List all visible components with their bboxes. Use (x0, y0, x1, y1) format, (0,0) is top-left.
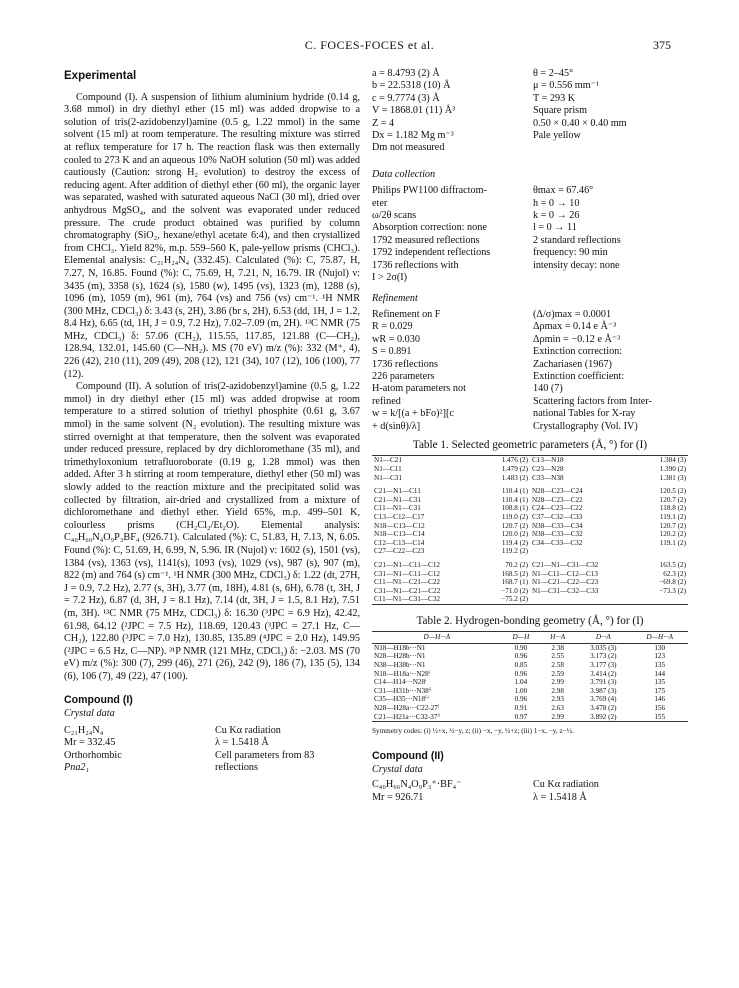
value-cell: 110.4 (1) (501, 495, 528, 504)
atom-cell: C21—N1—C11 (374, 487, 421, 496)
table-cell: 3.791 (3) (590, 678, 617, 687)
atom-cell: N1—C11—C12—C13 (531, 569, 599, 578)
c2-cell: C₄₀H₆₆N₄O₉P₃⁺·BF₄⁻ (372, 779, 462, 791)
refinement-item: (Δ/σ)max = 0.0001 (533, 308, 612, 320)
value-cell: 120.7 (2) (659, 521, 686, 530)
refinement-item: Zachariasen (1967) (533, 358, 612, 370)
atom-cell: N38—C33—C34 (531, 521, 583, 530)
column-header: D···A (575, 632, 631, 644)
table-cell: 135 (654, 678, 666, 687)
table-row (372, 695, 688, 704)
table-row (372, 522, 688, 531)
table-cell: N28—H28b···N1 (374, 652, 426, 661)
hbond-table (372, 631, 688, 722)
table-cell: 2.58 (551, 661, 564, 670)
running-title: C. FOCES-FOCES et al. (304, 38, 435, 52)
atom-cell: C21—N1—C11—C12 (374, 560, 441, 569)
cell-item: μ = 0.556 mm⁻¹ (533, 80, 600, 92)
table-cell: 2.59 (551, 669, 564, 678)
atom-cell: C11—N1—C31 (374, 504, 421, 513)
atom-cell: N1—C11 (374, 464, 402, 473)
table-row (372, 678, 688, 687)
experimental-heading: Experimental (64, 70, 137, 82)
atom-cell (530, 547, 640, 556)
data-collection-item: I > 2σ(I) (372, 272, 407, 284)
table-cell: 3.177 (3) (590, 661, 617, 670)
table-cell: 3.987 (3) (590, 686, 617, 695)
atom-cell: C11—N1—C31—C32 (374, 595, 441, 604)
refinement-item: H-atom parameters not (372, 383, 466, 395)
cell-item: a = 8.4793 (2) Å (372, 68, 440, 79)
data-collection-label: Data collection (372, 168, 436, 180)
atom-cell: N1—C31—C32—C33 (531, 586, 599, 595)
atom-cell: C37—C32—C33 (531, 512, 583, 521)
data-collection-item: 2 standard reflections (533, 234, 621, 246)
cell-item: b = 22.5318 (10) Å (372, 80, 451, 92)
table-row (372, 595, 688, 604)
table-cell: 2.38 (551, 643, 564, 652)
value-cell: −73.3 (2) (659, 586, 686, 595)
value-cell (640, 595, 688, 604)
atom-cell: C31—N1—C11—C12 (374, 569, 441, 578)
table-cell: C35—H35···N18ⁱⁱⁱ (374, 695, 429, 704)
table-row (372, 465, 688, 474)
table-cell: 0.85 (514, 661, 528, 670)
cell-item: c = 9.7774 (3) Å (372, 92, 440, 104)
value-cell: 119.1 (2) (659, 512, 686, 521)
value-cell: 1.384 (3) (659, 456, 686, 465)
crystal-cell: reflections (215, 762, 258, 774)
c2-cell: Cu Kα radiation (533, 779, 599, 791)
refinement-item: 1736 reflections (372, 358, 438, 370)
value-cell: 108.8 (1) (501, 504, 528, 513)
value-cell: 1.390 (2) (659, 464, 686, 473)
data-collection-item: Philips PW1100 diffractom- (372, 185, 487, 197)
table-row (372, 587, 688, 596)
table-cell: 0.96 (514, 652, 528, 661)
table-cell: 0.97 (502, 713, 540, 722)
table-row (372, 487, 688, 496)
value-cell: −75.2 (2) (501, 595, 528, 604)
crystal-cell: Orthorhombic (64, 749, 122, 761)
value-cell: 1.479 (2) (501, 464, 528, 473)
atom-cell (530, 595, 640, 604)
table-cell: 2.93 (551, 695, 564, 704)
atom-cell: C24—C23—C22 (531, 504, 583, 513)
table-row (372, 643, 688, 652)
table-row (372, 670, 688, 679)
atom-cell: N18—C13—C14 (374, 530, 425, 539)
crystal-cell: C₂₁H₂₄N₄ (64, 724, 104, 736)
compound-2-paragraph: Compound (II). A solution of tris(2-azidobenzyl)amine (0.5 g, 1.22 mmol) in dry diethyl ether (15 ml) was added dropwise at room temperature to a stirred solution of triethyl phosphite (0.61 g, 3.67 mmol) in the same solvent (N₂ evolution). The resulting mixture was stirred overnight at that temperature, then the solvent was evaporated under reduced pressure, replaced by dry dichloromethane (35 ml), and trimethyloxonium tetrafluoroborate (0.19 g, 1.28 mmol) was then added. After 3 h stirring at room temperature, diethyl ether (50 ml) was slowly added to the reaction mixture and the precipitated solid was collected by filtration, air-dried and crystallized from a mixture of dichloromethane and diethyl ether. Yield 65%, m.p. 499–501 K, colourless prisms (CH₂Cl₂/Et₂O). Elemental analysis: C₄₀H₆₀N₄O₉P₃BF₄ (926.71). Calculated (%): C, 51.83, H, 7.13, N, 6.05. Found (%): C, 51.69, H, 6.99, N, 5.96. IR (Nujol) ν: 1602 (s), 1501 (vs), 1384 (vs), 1363 (vs), 1141(s), 1093 (vs), 1029 (vs), 987 (s), 907 (m), 822 (m) and 764 (s) cm⁻¹. ¹H NMR (300 MHz, CDCl₃) δ: 1.22 (dt, 27H, J = 0.9, 7.2 Hz), 2.77 (s, 3H), 3.77 (m, 18H), 4.81 (s, 6H), 6.78 (t, 3H, J = 7.2 Hz), 6.87 (d, 3H, J = 8.1 Hz), 7.14 (dt, 3H, J = 1.5, 8.1 Hz), 7.51 (m, 3H). ¹³C NMR (75 MHz, CDCl₃) δ: 16.30 (³JPC = 6.9 Hz), 42.42, 61.98, 64.12 (²JPC = 7.5 Hz), 118.69, 120.43 (³JPC = 27.1 Hz, C—CH₂), 122.80 (³JPC = 7.0 Hz), 130.85, 135.89 (⁴JPC = 2.0 Hz), 149.95 (²JPC = 6.5 Hz, C—NP). ³¹P NMR (121 MHz, CDCl₃) δ: −2.03. MS (70 eV) m/z (%): 300 (7), 299 (46), 271 (26), 242 (9), 186 (7), 135 (5), 134 (6), 106 (7), 49 (22), 47 (100). (64, 381, 360, 682)
data-collection-item: Absorption correction: none (372, 222, 487, 234)
table-row (372, 547, 688, 556)
symmetry-codes: Symmetry codes: (i) ½+x, ½−y, z; (ii) −x, −y, ½+z; (iii) 1−x, −y, z−½. (372, 727, 574, 736)
atom-cell: N18—C13—C12 (374, 521, 425, 530)
crystal-data-label: Crystal data (64, 708, 115, 720)
table-cell: 0.96 (514, 695, 528, 704)
table-row (372, 652, 688, 661)
crystal-cell: Mr = 332.45 (64, 737, 116, 749)
data-collection-item: l = 0 → 11 (533, 222, 577, 234)
refinement-item: S = 0.891 (372, 346, 412, 358)
data-collection-grid (372, 185, 688, 284)
table-cell: N18—H18b···N1 (374, 643, 426, 652)
column-header: D—H (502, 632, 540, 644)
geometry-table (372, 455, 688, 605)
value-cell: 70.2 (2) (505, 560, 528, 569)
table-row (372, 530, 688, 539)
table-row (372, 539, 688, 548)
cell-item: Square prism (533, 105, 588, 117)
atom-cell: N1—C21 (374, 456, 402, 465)
data-collection-item: θmax = 67.46° (533, 185, 594, 197)
page-header (0, 38, 739, 58)
cell-item: Dx = 1.182 Mg m⁻³ (372, 130, 454, 142)
table-cell: 3.035 (3) (590, 643, 617, 652)
table-row (372, 561, 688, 570)
value-cell: 120.5 (2) (659, 487, 686, 496)
left-column (64, 70, 360, 775)
value-cell: 163.5 (2) (659, 560, 686, 569)
refinement-item: 226 parameters (372, 370, 435, 382)
table-row (372, 456, 688, 465)
value-cell: 120.7 (2) (659, 495, 686, 504)
crystal-data-label-2: Crystal data (372, 764, 423, 776)
column-header: H···A (540, 632, 575, 644)
refinement-item: Crystallography (Vol. IV) (533, 420, 638, 432)
data-collection-item: 1792 independent reflections (372, 247, 491, 259)
table-cell: 3.892 (2) (575, 713, 631, 722)
table-cell: N18—H18a···N28ⁱ (374, 669, 430, 678)
data-collection-item: k = 0 → 26 (533, 210, 580, 222)
compound-2-grid (372, 779, 688, 804)
value-cell: 1.381 (3) (659, 473, 686, 482)
table-cell: 1.00 (514, 686, 528, 695)
refinement-item: + d(sinθ)/λ] (372, 420, 421, 432)
atom-cell: C21—N1—C31 (374, 495, 422, 504)
cell-item (533, 142, 688, 154)
refinement-item: wR = 0.030 (372, 333, 420, 345)
table-row (372, 513, 688, 522)
atom-cell: C13—N18 (531, 456, 564, 465)
atom-cell: C11—N1—C21—C22 (374, 578, 441, 587)
value-cell: 119.4 (2) (501, 538, 528, 547)
compound-2-heading: Compound (II) (372, 749, 444, 762)
atom-cell: C13—C12—C17 (374, 512, 425, 521)
data-collection-item: h = 0 → 10 (533, 197, 580, 209)
value-cell: 1.483 (2) (501, 473, 528, 482)
atom-cell: C33—N38 (531, 473, 564, 482)
table-row (372, 474, 688, 483)
value-cell: −69.8 (2) (659, 578, 686, 587)
table-cell: 3.769 (4) (590, 695, 617, 704)
column-header: D—H···A (631, 632, 688, 644)
refinement-label: Refinement (372, 292, 418, 304)
table-2-caption: Table 2. Hydrogen-bonding geometry (Å, °) for (I) (416, 614, 644, 627)
atom-cell: N1—C31 (374, 473, 402, 482)
c2-cell: λ = 1.5418 Å (533, 791, 587, 803)
table-1-caption: Table 1. Selected geometric parameters (Å, °) for (I) (412, 438, 648, 451)
value-cell (640, 547, 688, 556)
atom-cell: C21—N1—C31—C32 (531, 560, 599, 569)
value-cell: 119.0 (2) (501, 512, 528, 521)
refinement-item: Δρmin = −0.12 e Å⁻³ (533, 333, 621, 345)
refinement-item: Δρmax = 0.14 e Å⁻³ (533, 321, 617, 333)
table-cell: 2.55 (551, 652, 564, 661)
page-number: 375 (653, 38, 671, 52)
table-row (372, 704, 688, 713)
table-row (372, 504, 688, 513)
table-cell: 0.96 (514, 669, 528, 678)
c2-cell: Mr = 926.71 (372, 791, 424, 803)
atom-cell: C27—C22—C23 (374, 547, 425, 556)
atom-cell: C31—N1—C21—C22 (374, 586, 441, 595)
table-cell: 156 (654, 704, 666, 713)
table-cell: 2.63 (551, 704, 564, 713)
atom-cell: C34—C33—C32 (531, 538, 583, 547)
table-cell: 144 (654, 669, 666, 678)
table-cell: 146 (654, 695, 666, 704)
table-cell: 135 (654, 661, 666, 670)
value-cell: 120.7 (2) (501, 521, 528, 530)
compound-1-heading: Compound (I) (64, 693, 133, 706)
table-cell: 175 (654, 686, 666, 695)
cell-item: 0.50 × 0.40 × 0.40 mm (533, 117, 627, 129)
crystal-cell: λ = 1.5418 Å (215, 737, 269, 749)
refinement-item: Scattering factors from Inter- (533, 395, 652, 407)
table-row (372, 661, 688, 670)
table-cell: N28—H28a···C22-27ⁱ (374, 704, 440, 713)
refinement-grid (372, 309, 688, 433)
table-row (372, 570, 688, 579)
value-cell: 118.8 (2) (659, 504, 686, 513)
cell-parameters (372, 68, 688, 155)
refinement-item: R = 0.029 (372, 321, 413, 333)
table-row (372, 687, 688, 696)
cell-item: T = 293 K (533, 92, 576, 104)
data-collection-item: 1736 reflections with (372, 259, 459, 271)
value-cell: 119.1 (2) (659, 538, 686, 547)
table-cell: 155 (631, 713, 688, 722)
refinement-item: Extinction coefficient: (533, 370, 625, 382)
cell-item: V = 1868.01 (11) Å³ (372, 105, 456, 117)
refinement-item: Refinement on F (372, 308, 441, 320)
value-cell: 120.2 (2) (659, 530, 686, 539)
atom-cell: C23—N28 (531, 464, 564, 473)
value-cell: 120.0 (2) (501, 530, 528, 539)
right-column (372, 68, 688, 804)
value-cell: −71.0 (2) (501, 586, 528, 595)
atom-cell: N38—C33—C32 (531, 530, 583, 539)
table-cell: N38—H38b···N1 (374, 661, 426, 670)
crystal-cell: Cu Kα radiation (215, 724, 281, 736)
table-cell: 3.414 (2) (590, 669, 617, 678)
table-cell: 1.04 (514, 678, 528, 687)
table-cell: C21—H21a···C32-37ⁱⁱ (372, 713, 502, 722)
table-cell: 3.478 (2) (590, 704, 617, 713)
table-cell: 123 (654, 652, 666, 661)
table-cell: C14—H14···N28ⁱ (374, 678, 427, 687)
cell-item: Dm not measured (372, 142, 445, 154)
table-cell: C31—H31b···N38ⁱⁱ (374, 686, 432, 695)
value-cell: 1.476 (2) (501, 456, 528, 465)
atom-cell: C12—C13—C14 (374, 538, 425, 547)
data-collection-item: eter (372, 197, 388, 209)
table-row (372, 713, 688, 722)
crystal-cell: Cell parameters from 83 (215, 749, 315, 761)
table-cell: 130 (654, 643, 666, 652)
atom-cell: N1—C21—C22—C23 (531, 578, 599, 587)
crystal-cell: Pna2₁ (64, 762, 90, 774)
atom-cell: N28—C23—C22 (531, 495, 583, 504)
data-collection-item (533, 272, 688, 284)
value-cell: 110.4 (1) (501, 487, 528, 496)
data-collection-item: ω/2θ scans (372, 210, 417, 222)
value-cell: 62.3 (2) (663, 569, 686, 578)
table-cell: 2.98 (551, 686, 564, 695)
data-collection-item: frequency: 90 min (533, 247, 608, 259)
cell-item: Pale yellow (533, 130, 581, 142)
column-header: D—H···A (372, 632, 502, 644)
refinement-item: national Tables for X-ray (533, 408, 636, 420)
table-cell: 3.173 (2) (590, 652, 617, 661)
value-cell: 168.5 (2) (501, 569, 528, 578)
compound-1-paragraph: Compound (I). A suspension of lithium aluminium hydride (0.14 g, 3.68 mmol) in dry diethyl ether (15 ml) was added dropwise to a solution of tris(2-azidobenzyl)amine (0.5 g, 1.22 mmol) in the same solvent (15 ml) at room temperature. The resulting mixture was stirred at reflux temperature for 17 h. The reaction flask was then externally cooled to 273 K and an aqueous 10% NaOH solution (50 ml) was added cautiously (Caution: strong H₂ evolution) to destroy the excess of reducing agent. After addition of diethyl ether (60 ml), the organic layer was separated, washed with saturated aqueous NaCl (30 ml), dried over anhydrous MgSO₄, and the solvent was evaporated under reduced pressure. The crude product obtained was purified by column chromatography (SiO₂, hexane/ethyl acetate 6:4), and then crystallized from CHCl₃. Yield 82%, m.p. 559–560 K, pale-yellow prisms (CHCl₃). Elemental analysis: C₂₁H₂₄N₄ (332.45). Calculated (%): C, 75.87, H, 7.27, N, 16.85. Found (%): C, 75.69, H, 7.21, N, 16.79. IR (Nujol) ν: 3435 (m), 3358 (s), 1624 (s), 1580 (w), 1495 (vs), 1323 (m), 1288 (s), 1096 (m), 1059 (m), 961 (m), 764 (vs) and 756 (vs) cm⁻¹. ¹H NMR (300 MHz, CDCl₃) δ: 3.43 (s, 2H), 3.86 (br s, 2H), 6.53 (dd, 1H, J = 1.2, 8.4 Hz), 6.65 (td, 1H, J = 0.9, 7.2 Hz), 7.02–7.09 (m, 2H). ¹³C NMR (75 MHz, CDCl₃) δ: 57.06 (CH₂), 115.55, 117.85, 121.88 (C—CH₂), 128.94, 132.01, 145.60 (C—NH₂). MS (70 eV) m/z (%): 332 (M⁺, 4), 226 (42), 210 (11), 209 (49), 208 (12), 121 (34), 107 (12), 106 (100), 77 (12). (64, 91, 360, 380)
refinement-item: refined (372, 395, 401, 407)
cell-item: θ = 2–45° (533, 68, 574, 79)
refinement-item: Extinction correction: (533, 346, 623, 358)
table-cell: 0.90 (514, 643, 528, 652)
crystal-data-grid (64, 725, 360, 775)
refinement-item: 140 (7) (533, 383, 563, 395)
atom-cell: N28—C23—C24 (531, 487, 583, 496)
table-cell: 2.99 (551, 678, 564, 687)
cell-item: Z = 4 (372, 117, 395, 129)
table-cell: 2.99 (540, 713, 575, 722)
refinement-item: w = k/[(a + bFo)²][c (372, 408, 454, 420)
table-row (372, 496, 688, 505)
value-cell: 168.7 (1) (501, 578, 528, 587)
data-collection-item: intensity decay: none (533, 259, 620, 271)
table-row (372, 578, 688, 587)
value-cell: 119.2 (2) (501, 547, 528, 556)
table-cell: 0.91 (514, 704, 528, 713)
data-collection-item: 1792 measured reflections (372, 234, 480, 246)
